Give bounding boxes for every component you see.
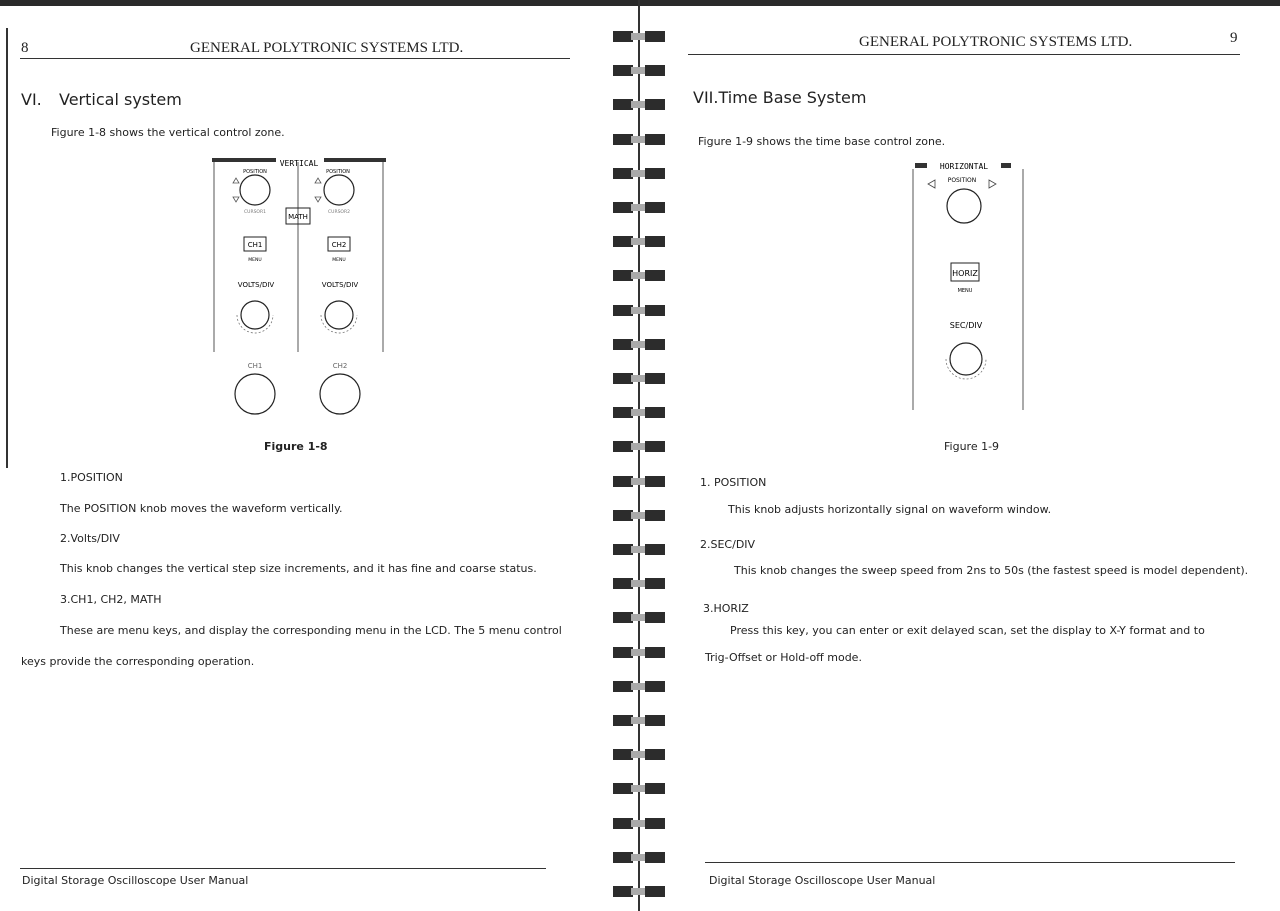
right-footer: Digital Storage Oscilloscope User Manual xyxy=(709,874,936,887)
fig9-menu: MENU xyxy=(957,288,973,294)
fig9-heading: HORIZONTAL xyxy=(939,162,989,171)
fig8-input2: CH2 xyxy=(332,362,348,370)
right-item-1-text: This knob adjusts horizontally signal on waveform window. xyxy=(728,503,1052,516)
left-page-number: 8 xyxy=(21,40,29,56)
ch2-input-connector xyxy=(320,374,360,414)
item-2-heading: 2.Volts/DIV xyxy=(60,532,120,545)
fig8-pos1: POSITION xyxy=(243,169,267,175)
position-knob-1 xyxy=(240,175,270,205)
fig8-cursor1: CURSOR1 xyxy=(244,210,266,215)
right-section-title: VII.Time Base System xyxy=(693,88,867,107)
fig8-ch1-btn: CH1 xyxy=(247,241,263,249)
left-section-title: Vertical system xyxy=(59,90,182,109)
right-item-1-heading: 1. POSITION xyxy=(700,476,767,489)
fig9-horiz: HORIZ xyxy=(952,269,978,278)
sec-div-knob xyxy=(950,343,982,375)
item-3-heading: 3.CH1, CH2, MATH xyxy=(60,593,162,606)
fig8-volts1: VOLTS/DIV xyxy=(237,281,275,289)
right-page-header: GENERAL POLYTRONIC SYSTEMS LTD. xyxy=(859,34,1133,50)
volts-knob-2 xyxy=(325,301,353,329)
fig8-menu1: MENU xyxy=(248,258,262,263)
fig8-input1: CH1 xyxy=(247,362,263,370)
figure-1-8-caption: Figure 1-8 xyxy=(264,440,328,453)
right-header-rule xyxy=(688,54,1240,55)
right-intro: Figure 1-9 shows the time base control zone. xyxy=(698,135,946,148)
fig8-ch2-btn: CH2 xyxy=(331,241,347,249)
horizontal-position-knob xyxy=(947,189,981,223)
figure-1-9-caption: Figure 1-9 xyxy=(944,440,1000,453)
position-knob-2 xyxy=(324,175,354,205)
item-1-text: The POSITION knob moves the waveform vertically. xyxy=(60,502,343,515)
left-intro: Figure 1-8 shows the vertical control zone. xyxy=(51,126,285,139)
fig8-heading: VERTICAL xyxy=(279,159,319,168)
right-item-3-text-cont: Trig-Offset or Hold-off mode. xyxy=(705,651,862,664)
right-item-2-text: This knob changes the sweep speed from 2ns to 50s (the fastest speed is model dependent). xyxy=(734,564,1249,577)
item-3-text-cont: keys provide the corresponding operation. xyxy=(21,655,255,668)
item-3-text: These are menu keys, and display the corresponding menu in the LCD. The 5 menu control xyxy=(60,624,562,637)
left-footer: Digital Storage Oscilloscope User Manual xyxy=(22,874,249,887)
fig8-cursor2: CURSOR2 xyxy=(328,210,350,215)
right-item-3-heading: 3.HORIZ xyxy=(703,602,749,615)
timebase-control-figure xyxy=(905,155,1035,415)
right-page xyxy=(650,0,1280,911)
item-2-text: This knob changes the vertical step size increments, and it has fine and coarse status. xyxy=(60,562,537,575)
fig8-pos2: POSITION xyxy=(326,169,350,175)
item-1-heading: 1.POSITION xyxy=(60,471,123,484)
volts-knob-1 xyxy=(241,301,269,329)
left-page xyxy=(0,0,600,911)
right-item-3-text: Press this key, you can enter or exit delayed scan, set the display to X-Y format and to xyxy=(730,624,1205,637)
fig9-secdiv: SEC/DIV xyxy=(949,321,983,330)
fig8-math: MATH xyxy=(288,213,308,221)
left-page-header: GENERAL POLYTRONIC SYSTEMS LTD. xyxy=(190,40,464,56)
fig8-volts2: VOLTS/DIV xyxy=(321,281,359,289)
ch1-input-connector xyxy=(235,374,275,414)
left-footer-rule xyxy=(20,868,546,869)
right-page-number: 9 xyxy=(1230,30,1238,46)
fig8-menu2: MENU xyxy=(332,258,346,263)
vertical-control-figure xyxy=(200,150,400,430)
right-item-2-heading: 2.SEC/DIV xyxy=(700,538,756,551)
fig9-position: POSITION xyxy=(947,177,977,184)
right-footer-rule xyxy=(705,862,1235,863)
left-section-number: VI. xyxy=(21,90,42,109)
left-header-rule xyxy=(20,58,570,59)
